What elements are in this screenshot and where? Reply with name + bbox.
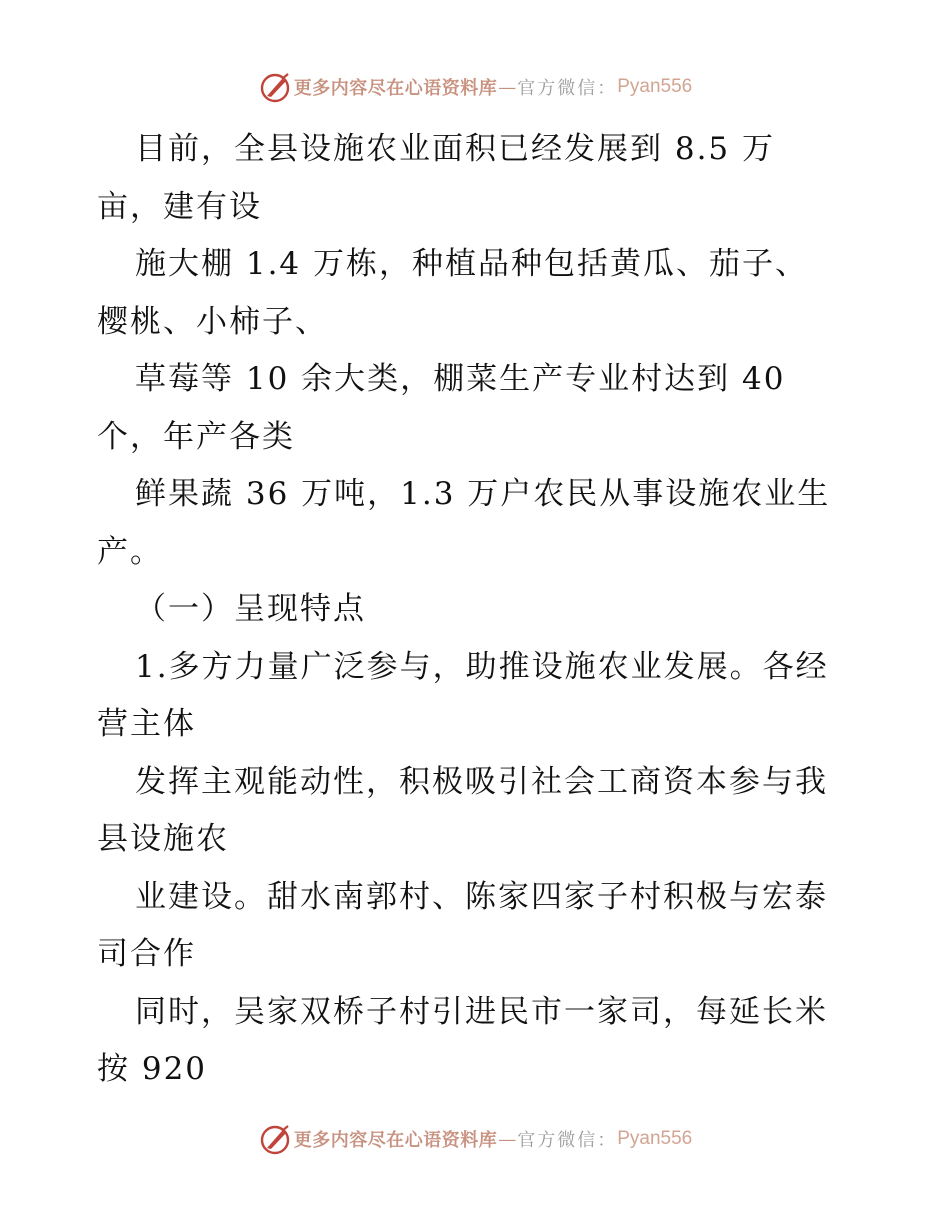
paragraph-line: 发挥主观能动性，积极吸引社会工商资本参与我	[135, 763, 828, 800]
paragraph-line: 亩，建有设	[97, 188, 262, 225]
paragraph-line: 司合作	[97, 936, 196, 972]
footer-watermark	[0, 1122, 950, 1156]
paragraph-line: 施大棚 1.4 万栋，种植品种包括黄瓜、茄子、	[135, 246, 809, 282]
paragraph-line: 营主体	[97, 706, 196, 742]
header-watermark	[0, 70, 950, 104]
document-body	[97, 121, 857, 1099]
paragraph-line: 樱桃、小柿子、	[97, 303, 328, 340]
watermark-text: 更多内容尽在心语资料库	[293, 1130, 498, 1151]
paragraph-line: 目前，全县设施农业面积已经发展到 8.5 万	[135, 131, 776, 167]
quill-pen-icon	[258, 1122, 292, 1156]
watermark-official-label: 官方微信：	[517, 78, 618, 99]
watermark-id: Pyan556	[617, 1128, 693, 1149]
watermark-id: Pyan556	[617, 76, 693, 97]
paragraph-line: 同时，吴家双桥子村引进民市一家司，每延长米	[135, 993, 828, 1030]
section-heading: （一）呈现特点	[135, 591, 366, 627]
watermark-dash: —	[498, 1128, 517, 1150]
paragraph-line: 1.多方力量广泛参与，助推设施农业发展。各经	[135, 648, 829, 685]
paragraph-line: 草莓等 10 余大类，棚菜生产专业村达到 40	[135, 361, 786, 397]
quill-pen-icon	[258, 70, 292, 104]
watermark-dash: —	[498, 76, 517, 98]
paragraph-line: 产。	[97, 533, 163, 570]
watermark-text: 更多内容尽在心语资料库	[293, 78, 498, 99]
watermark-official-label: 官方微信：	[517, 1130, 618, 1151]
paragraph-line: 按 920	[97, 1051, 208, 1087]
paragraph-line: 鲜果蔬 36 万吨，1.3 万户农民从事设施农业生	[135, 476, 831, 512]
paragraph-line: 县设施农	[97, 821, 229, 857]
paragraph-line: 个，年产各类	[97, 418, 295, 455]
paragraph-line: 业建设。甜水南郭村、陈家四家子村积极与宏泰	[135, 878, 828, 915]
